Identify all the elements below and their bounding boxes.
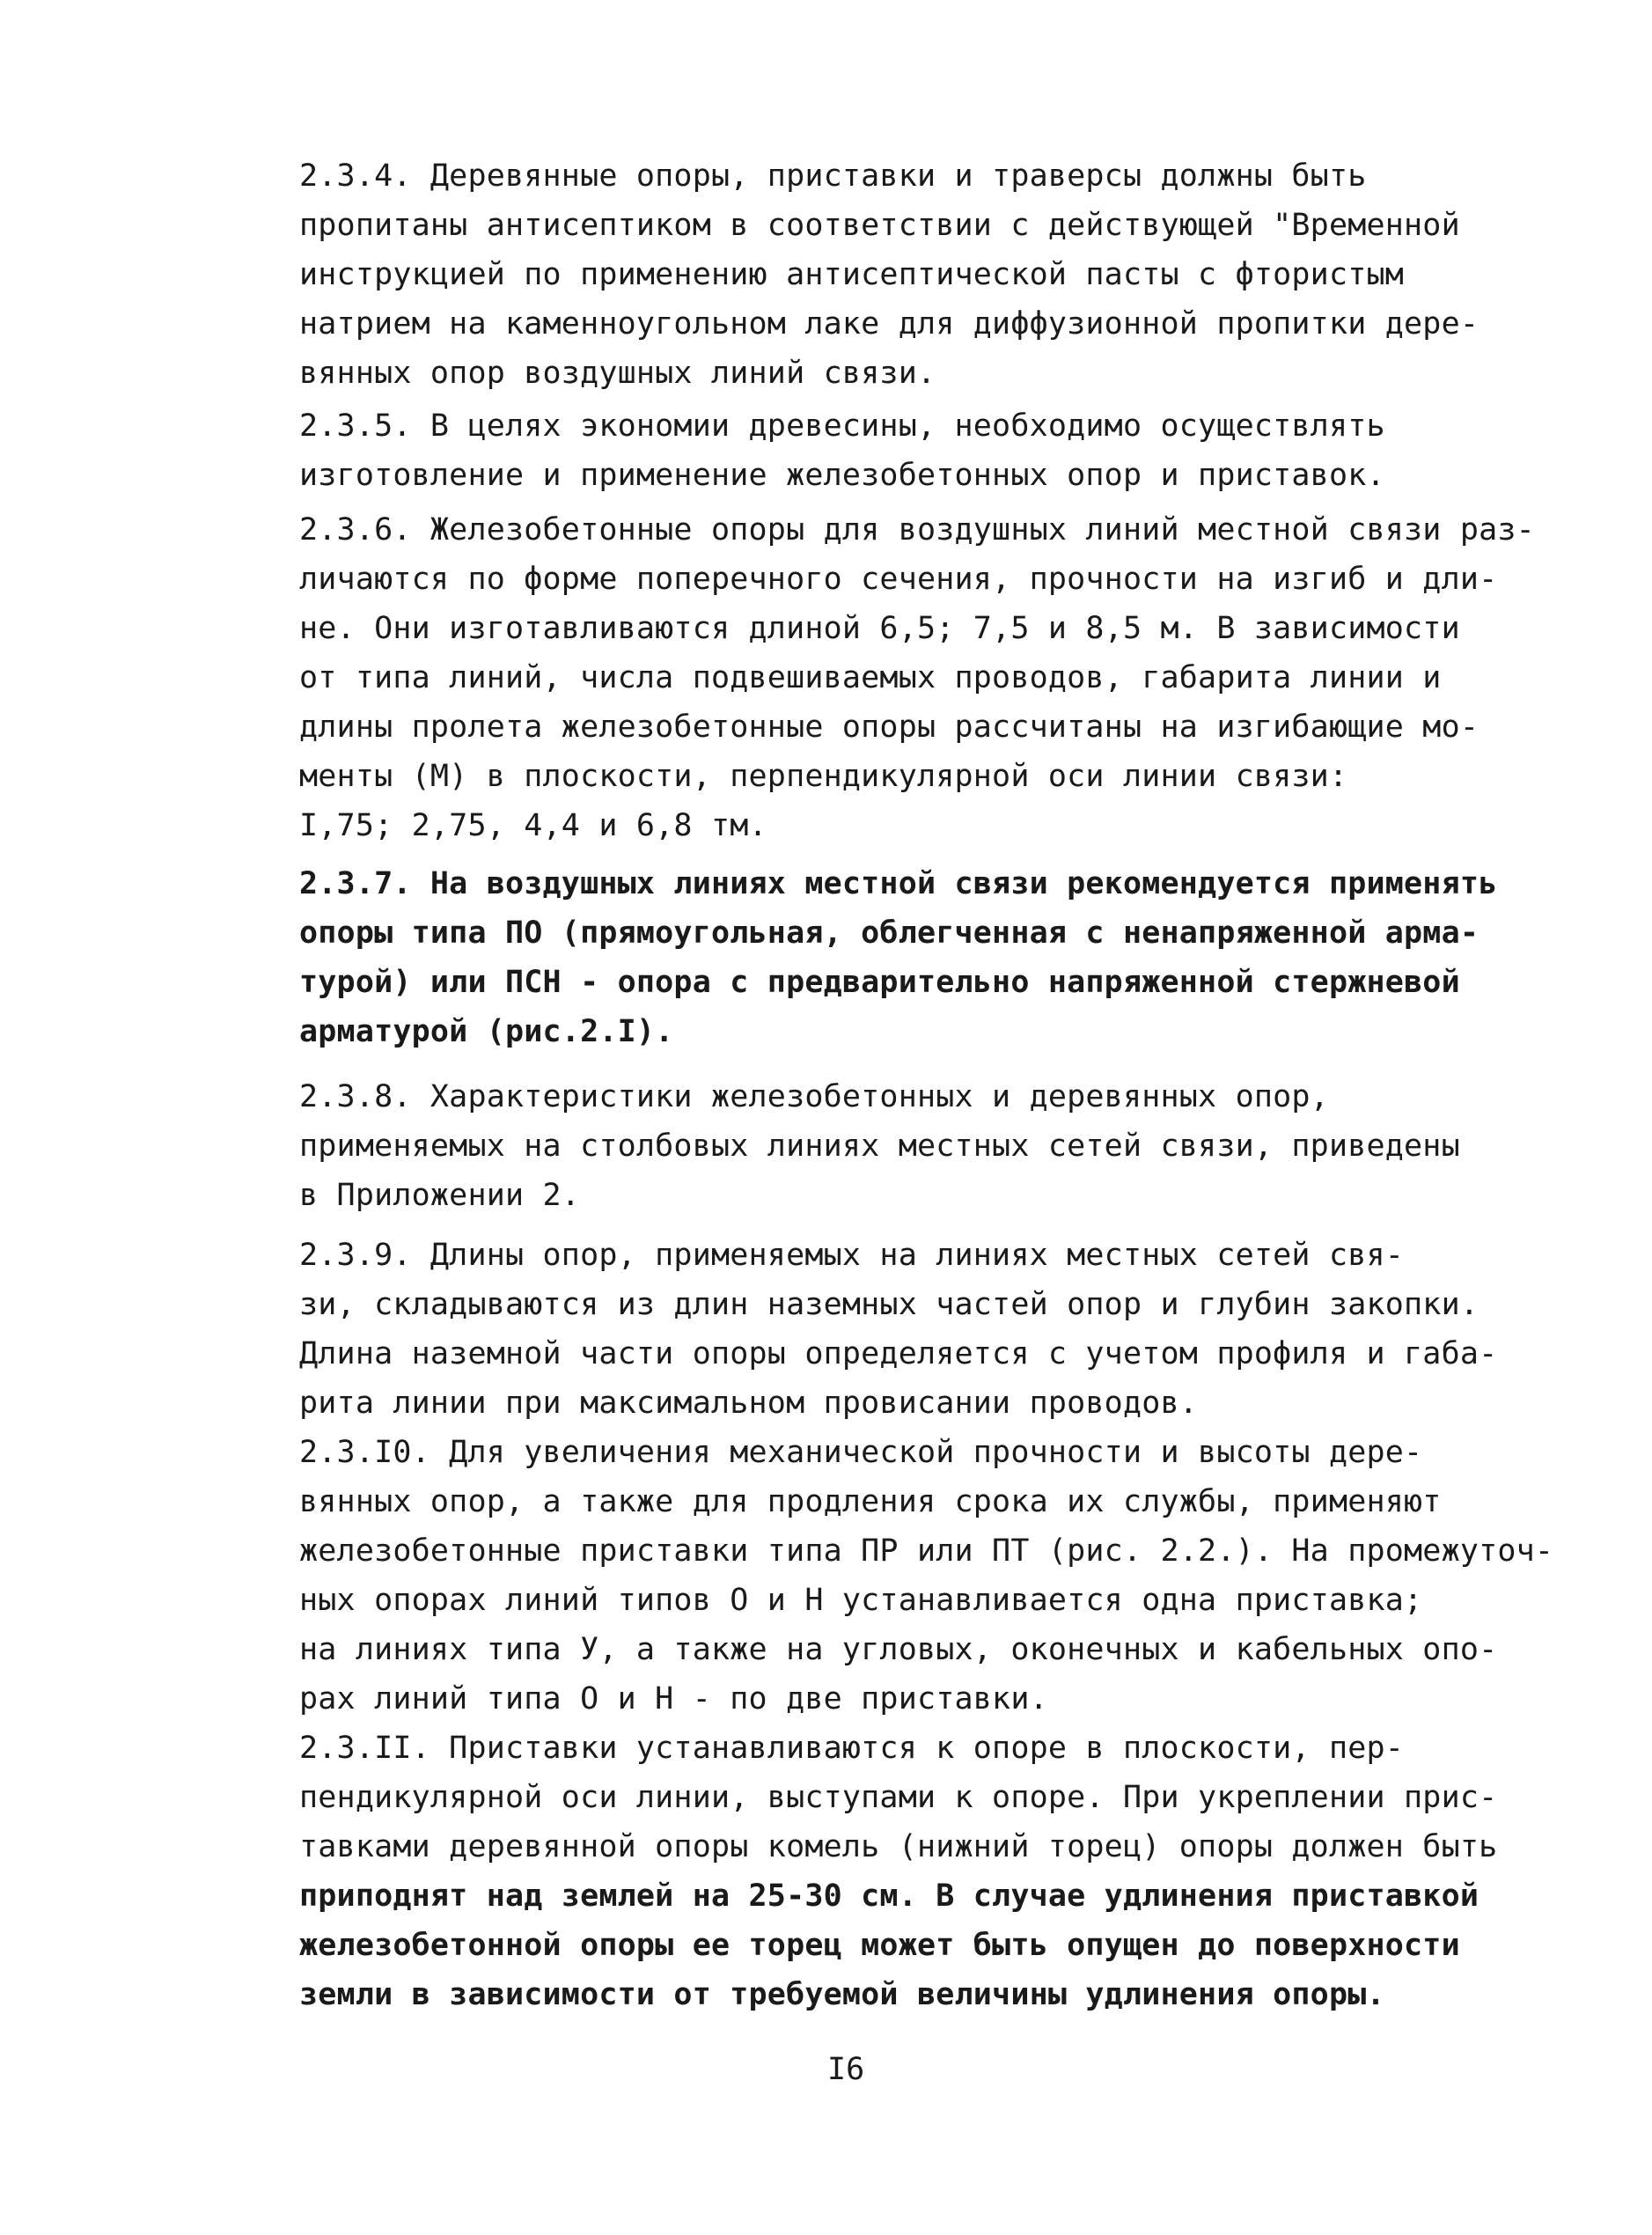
text-line: железобетонной опоры ее торец может быть опущен до поверхности <box>299 1928 1460 1963</box>
text-line: вянных опор воздушных линий связи. <box>299 356 936 391</box>
text-line: I,75; 2,75, 4,4 и 6,8 тм. <box>299 808 767 843</box>
text-line: Длина наземной части опоры определяется с учетом профиля и габа- <box>299 1336 1498 1371</box>
text-line: ных опорах линий типов О и Н устанавливается одна приставка; <box>299 1583 1423 1618</box>
text-line: пропитаны антисептиком в соответствии с действующей "Временной <box>299 208 1460 243</box>
paragraph-2-3-7 <box>299 859 1496 1056</box>
text-line: 2.3.8. Характеристики железобетонных и деревянных опор, <box>299 1079 1329 1114</box>
text-line: 2.3.4. Деревянные опоры, приставки и траверсы должны быть <box>299 158 1367 194</box>
text-line: личаются по форме поперечного сечения, прочности на изгиб и дли- <box>299 562 1498 597</box>
text-line: менты (М) в плоскости, перпендикулярной оси линии связи: <box>299 759 1348 794</box>
text-line: 2.3.5. В целях экономии древесины, необходимо осуществлять <box>299 408 1385 444</box>
text-line: на линиях типа У, а также на угловых, оконечных и кабельных опо- <box>299 1632 1498 1667</box>
page-number: I6 <box>827 2052 865 2087</box>
text-line: тавками деревянной опоры комель (нижний торец) опоры должен быть <box>299 1829 1498 1864</box>
text-line: изготовление и применение железобетонных опор и приставок. <box>299 458 1385 493</box>
text-line: железобетонные приставки типа ПР или ПТ (рис. 2.2.). На промежуточ- <box>299 1533 1554 1569</box>
text-line: длины пролета железобетонные опоры рассчитаны на изгибающие мо- <box>299 709 1479 745</box>
text-line: земли в зависимости от требуемой величины удлинения опоры. <box>299 1977 1385 2012</box>
text-line: 2.3.6. Железобетонные опоры для воздушных линий местной связи раз- <box>299 512 1535 548</box>
text-line: применяемых на столбовых линиях местных сетей связи, приведены <box>299 1129 1460 1164</box>
text-line: 2.3.9. Длины опор, применяемых на линиях местных сетей свя- <box>299 1238 1405 1273</box>
text-line: не. Они изготавливаются длиной 6,5; 7,5 и 8,5 м. В зависимости <box>299 611 1460 646</box>
text-line: арматурой (рис.2.I). <box>299 1014 674 1049</box>
paragraph-2-3-8 <box>299 1072 1496 1220</box>
text-line: зи, складываются из длин наземных частей опор и глубин закопки. <box>299 1287 1479 1322</box>
text-line: инструкцией по применению антисептической пасты с фтористым <box>299 257 1405 292</box>
paragraph-2-3-6 <box>299 505 1535 850</box>
text-line: в Приложении 2. <box>299 1178 581 1213</box>
text-line: натрием на каменноугольном лаке для диффузионной пропитки дере- <box>299 306 1479 342</box>
paragraph-2-3-9 <box>299 1231 1496 1428</box>
text-line: рах линий типа О и Н - по две приставки. <box>299 1681 1048 1717</box>
text-line: 2.3.7. На воздушных линиях местной связи рекомендуется применять <box>299 866 1498 901</box>
text-line: приподнят над землей на 25-30 см. В случае удлинения приставкой <box>299 1878 1479 1914</box>
text-line: опоры типа ПО (прямоугольная, облегченная с ненапряженной арма- <box>299 915 1479 951</box>
text-line: 2.3.I0. Для увеличения механической прочности и высоты дере- <box>299 1435 1423 1470</box>
text-line: рита линии при максимальном провисании проводов. <box>299 1386 1199 1421</box>
paragraph-2-3-5 <box>299 401 1496 500</box>
text-line: вянных опор, а также для продления срока их службы, применяют <box>299 1484 1442 1519</box>
paragraph-2-3-11 <box>299 1724 1496 2019</box>
text-line: 2.3.II. Приставки устанавливаются к опоре в плоскости, пер- <box>299 1731 1405 1766</box>
text-line: турой) или ПСН - опора с предварительно напряженной стержневой <box>299 965 1460 1000</box>
text-line: от типа линий, числа подвешиваемых проводов, габарита линии и <box>299 660 1442 695</box>
paragraph-2-3-10 <box>299 1428 1554 1724</box>
paragraph-2-3-4 <box>299 151 1496 398</box>
text-line: пендикулярной оси линии, выступами к опоре. При укреплении прис- <box>299 1780 1498 1815</box>
